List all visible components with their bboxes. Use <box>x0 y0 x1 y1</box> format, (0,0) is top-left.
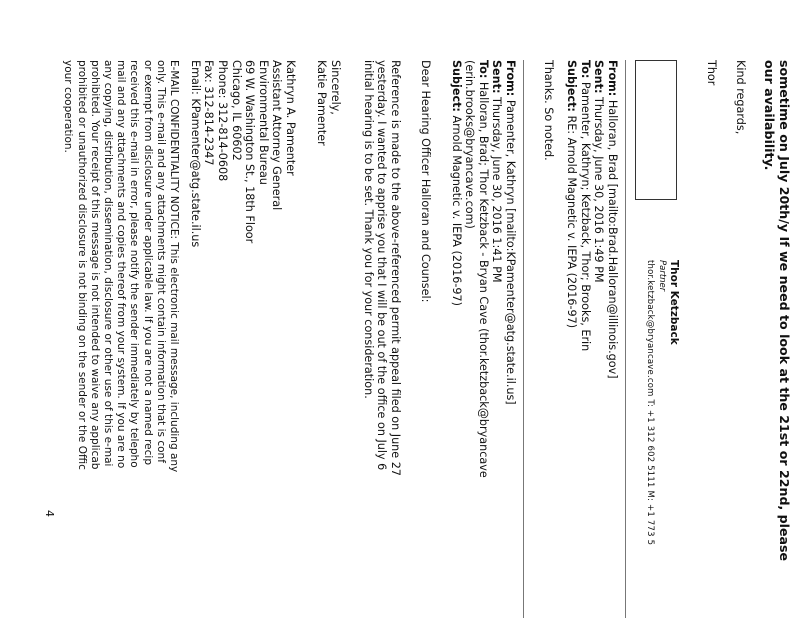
notice-line: only. This e-mail and any attachments might contain information that is conf <box>154 60 167 463</box>
subject-value: Arnold Magnetic v. IEPA (2016-97) <box>449 115 463 306</box>
body-line: yesterday. I wanted to apprise you that I will be out of the office on July 6 <box>375 60 389 471</box>
sig-line: Fax: 312-814-2347 <box>202 60 216 166</box>
body-line: initial hearing is to be set. Thank you for your consideration. <box>361 60 375 399</box>
sig-line: Chicago, IL 60602 <box>229 60 243 161</box>
original-header <box>449 60 517 618</box>
page-number: 4 <box>43 510 56 517</box>
greeting: Dear Hearing Officer Halloran and Counsel: <box>419 60 432 303</box>
continued-line-2: our availability. <box>762 60 777 171</box>
sig-line: Kathryn A. Pamenter <box>284 60 297 176</box>
attorney-signature-block <box>188 60 297 618</box>
signoff-text: Sincerely, <box>329 60 342 115</box>
from-value: Pamenter, Kathryn [mailto:KPamenter@atg.state.il.us] <box>504 99 517 405</box>
sent-value: Thursday, June 30, 2016 1:41 PM <box>490 97 504 283</box>
sender-first-name: Thor <box>705 60 718 86</box>
sig-line: 69 W. Washington St., 18th Floor <box>243 60 257 244</box>
from-label: From: <box>606 60 619 97</box>
sent-label: Sent: <box>592 60 606 94</box>
signature-title: Partner <box>657 260 667 292</box>
notice-line: received this e-mail in error, please notify the sender immediately by telepho <box>128 60 141 468</box>
notice-line: prohibited. Your receipt of this message is not intended to waive any applicab <box>88 60 101 470</box>
body-line: Reference is made to the above-referenced permit appeal filed on June 27 <box>389 60 402 476</box>
reply-body: Thanks. So noted. <box>542 60 555 161</box>
sig-line: Environmental Bureau <box>256 60 270 185</box>
to-label: To: <box>476 60 490 79</box>
to-value-continued: (erin.brooks@bryancave.com) <box>463 60 477 229</box>
signature-block-ketzback <box>644 260 680 545</box>
to-value: Halloran, Brad; Thor Ketzback - Bryan Cave (thor.ketzback@bryancave <box>476 81 490 478</box>
confidentiality-notice <box>61 60 180 618</box>
sent-value: Thursday, June 30, 2016 1:49 PM <box>592 97 606 283</box>
body-paragraph <box>361 60 402 618</box>
reply-header <box>565 60 619 618</box>
sent-label: Sent: <box>490 60 504 94</box>
to-value: Pamenter, Kathryn; Ketzback, Thor; Brooks, Erin <box>578 81 592 352</box>
separator-line <box>523 60 524 618</box>
notice-line: or exempt from disclosure under applicable law. If you are not a named recip <box>141 60 154 465</box>
notice-line: any copying, distribution, dissemination, disclosure or other use of this e-mai <box>101 60 114 467</box>
to-label: To: <box>578 60 592 79</box>
signature-logo-box <box>635 60 677 200</box>
signoff <box>315 60 342 618</box>
separator-line <box>625 60 626 618</box>
signature-contact: thor.ketzback@bryancave.com T: +1 312 602 5111 M: +1 773 5 <box>645 260 655 546</box>
sig-line: Assistant Attorney General <box>270 60 284 211</box>
notice-line: prohibited or unauthorized disclosure is not binding on the sender or the Offic <box>75 60 88 470</box>
continued-line-1: sometime on July 20th/y If we need to look at the 21st or 22nd, please <box>777 60 792 562</box>
continued-message-text <box>762 60 792 618</box>
notice-line: E-MAIL CONFIDENTIALITY NOTICE: This electronic mail message, including any <box>168 60 180 473</box>
closing: Kind regards, <box>734 60 747 135</box>
sig-line: Email: KPamenter@atg.state.il.us <box>188 60 202 248</box>
signature-name: Thor Ketzback <box>668 260 680 345</box>
notice-line: your cooperation. <box>62 60 75 153</box>
signoff-name: Katie Pamenter <box>315 60 329 146</box>
from-label: From: <box>504 60 517 97</box>
from-value: Halloran, Brad [mailto:Brad.Halloran@illinois.gov] <box>606 99 619 379</box>
subject-label: Subject: <box>565 60 579 112</box>
sig-line: Phone: 312-814-0608 <box>216 60 230 182</box>
subject-value: RE: Arnold Magnetic v. IEPA (2016-97) <box>565 115 579 329</box>
subject-label: Subject: <box>449 60 463 112</box>
notice-line: mail and any attachments and copies thereof from your system. If you are no <box>115 60 128 469</box>
